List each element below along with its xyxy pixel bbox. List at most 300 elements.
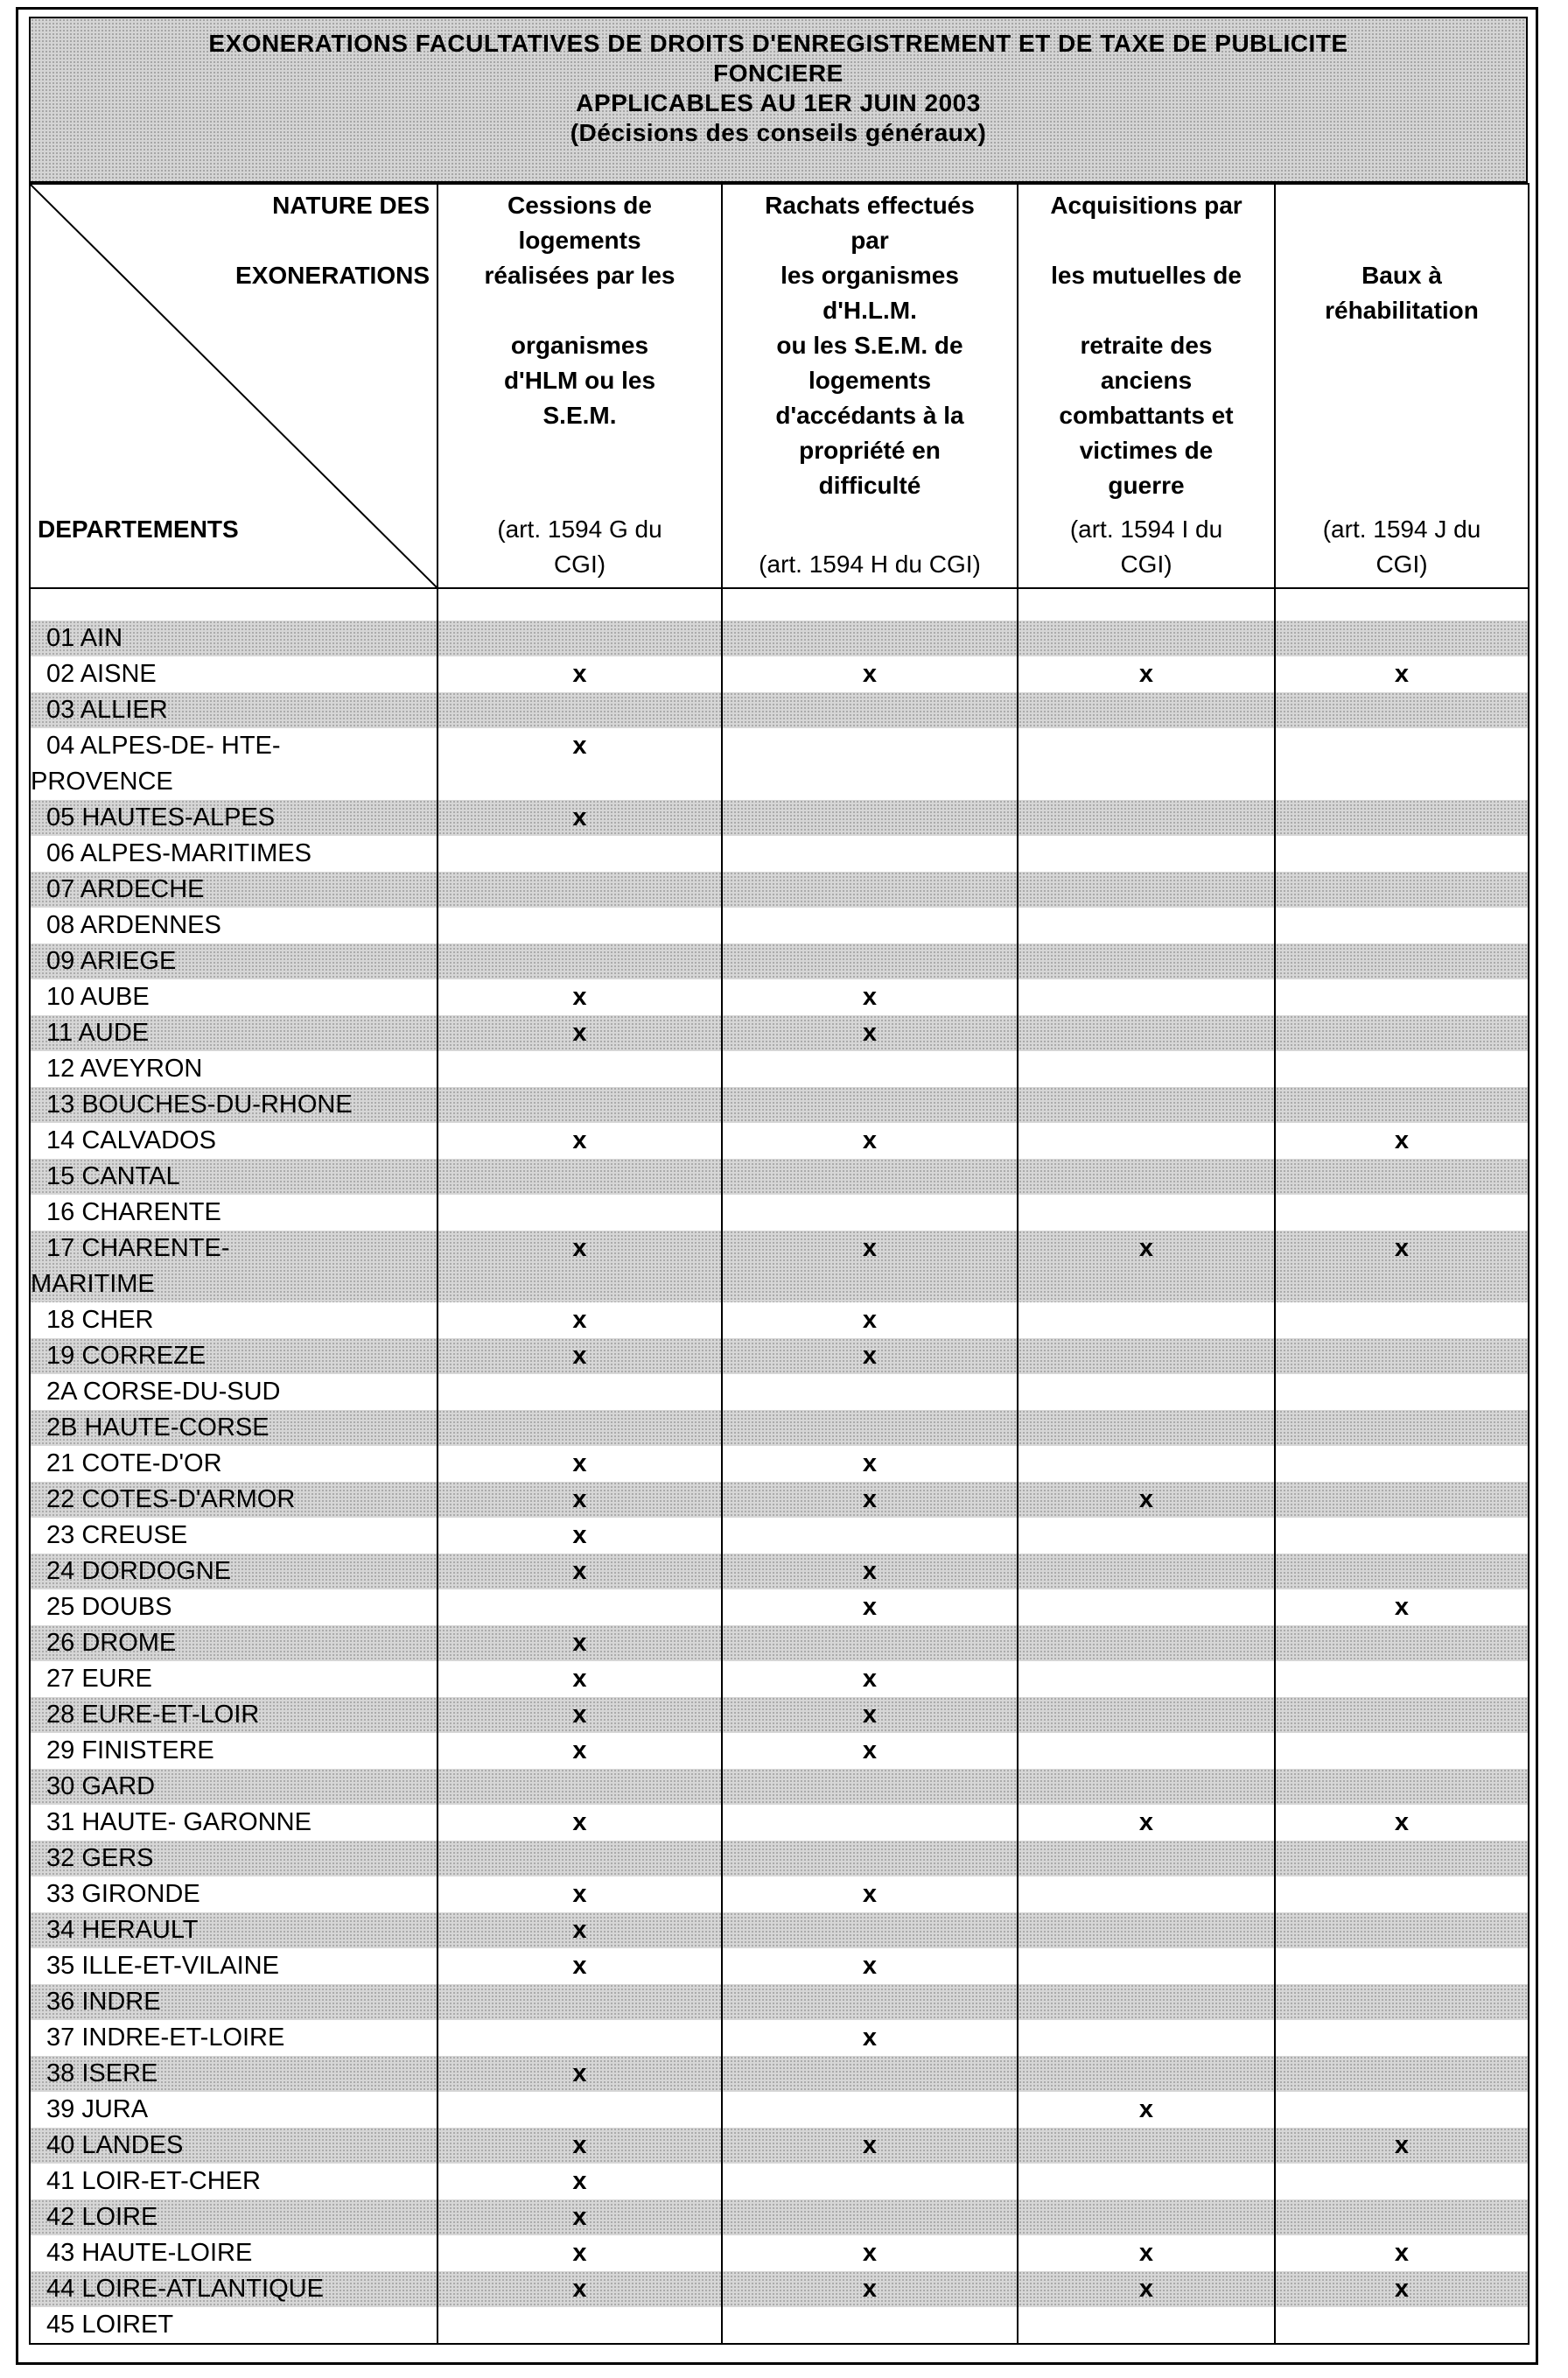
table-row bbox=[30, 979, 1529, 1015]
mark-cell bbox=[1018, 2199, 1275, 2235]
header-line: combattants et bbox=[1059, 402, 1234, 429]
x-mark: x bbox=[862, 1952, 878, 1980]
table-row bbox=[30, 1087, 1529, 1123]
mark-cell bbox=[438, 1087, 722, 1123]
department-name: 40 LANDES bbox=[30, 2128, 438, 2164]
mark-cell bbox=[1275, 872, 1529, 908]
mark-cell bbox=[438, 1733, 722, 1769]
mark-cell bbox=[1275, 656, 1529, 692]
department-name-line1: 17 CHARENTE- bbox=[46, 1234, 230, 1262]
department-name: 34 HERAULT bbox=[30, 1912, 438, 1948]
department-name: 11 AUDE bbox=[30, 1015, 438, 1051]
mark-cell bbox=[438, 2020, 722, 2056]
mark-cell bbox=[722, 1518, 1018, 1554]
x-mark: x bbox=[862, 2131, 878, 2159]
mark-cell bbox=[1018, 1302, 1275, 1338]
x-mark: x bbox=[572, 1126, 587, 1154]
mark-cell bbox=[438, 1769, 722, 1805]
mark-cell bbox=[722, 2092, 1018, 2128]
x-mark: x bbox=[1394, 1234, 1410, 1262]
mark-cell bbox=[438, 1697, 722, 1733]
departements-label: DEPARTEMENTS bbox=[38, 516, 239, 543]
mark-cell bbox=[1275, 943, 1529, 979]
department-name: 14 CALVADOS bbox=[30, 1123, 438, 1159]
mark-cell bbox=[438, 1912, 722, 1948]
header-line: logements bbox=[518, 227, 641, 254]
x-mark: x bbox=[572, 2059, 587, 2087]
x-mark: x bbox=[862, 1557, 878, 1585]
mark-cell bbox=[722, 943, 1018, 979]
department-name: 08 ARDENNES bbox=[30, 908, 438, 943]
department-name: 21 COTE-D'OR bbox=[30, 1446, 438, 1482]
header-line bbox=[1022, 223, 1270, 258]
mark-cell bbox=[438, 2199, 722, 2235]
x-mark: x bbox=[572, 1306, 587, 1334]
x-mark: x bbox=[572, 1736, 587, 1764]
document-title bbox=[29, 17, 1528, 183]
table-row bbox=[30, 1123, 1529, 1159]
mark-cell bbox=[1275, 1159, 1529, 1195]
department-name: 44 LOIRE-ATLANTIQUE bbox=[30, 2271, 438, 2307]
header-line bbox=[1279, 188, 1524, 223]
x-mark: x bbox=[572, 803, 587, 831]
department-name: 07 ARDECHE bbox=[30, 872, 438, 908]
header-line: victimes de bbox=[1079, 437, 1214, 464]
table-row bbox=[30, 1948, 1529, 1984]
mark-cell bbox=[438, 2128, 722, 2164]
header-line: d'accédants à la bbox=[775, 402, 964, 429]
mark-cell bbox=[1018, 1733, 1275, 1769]
mark-cell bbox=[1275, 1338, 1529, 1374]
department-name: 09 ARIEGE bbox=[30, 943, 438, 979]
x-mark: x bbox=[1138, 1234, 1154, 1262]
header-line: d'H.L.M. bbox=[822, 297, 917, 324]
table-row bbox=[30, 800, 1529, 836]
mark-cell bbox=[722, 836, 1018, 872]
header-line: CGI) bbox=[1120, 551, 1172, 578]
mark-cell bbox=[1275, 1805, 1529, 1841]
table-row bbox=[30, 1159, 1529, 1195]
department-name: 12 AVEYRON bbox=[30, 1051, 438, 1087]
mark-cell bbox=[722, 1554, 1018, 1589]
mark-cell bbox=[1275, 2271, 1529, 2307]
mark-cell bbox=[1018, 728, 1275, 800]
x-mark: x bbox=[572, 2167, 587, 2195]
department-name: 19 CORREZE bbox=[30, 1338, 438, 1374]
mark-cell bbox=[1275, 728, 1529, 800]
mark-cell bbox=[1018, 908, 1275, 943]
department-name: 2A CORSE-DU-SUD bbox=[30, 1374, 438, 1410]
mark-cell bbox=[1275, 800, 1529, 836]
header-line: organismes bbox=[510, 332, 649, 359]
mark-cell bbox=[438, 1410, 722, 1446]
mark-cell bbox=[438, 1518, 722, 1554]
x-mark: x bbox=[572, 1916, 587, 1944]
col-header-text bbox=[1279, 188, 1524, 328]
mark-cell bbox=[1018, 1948, 1275, 1984]
mark-cell bbox=[1018, 2020, 1275, 2056]
mark-cell bbox=[1275, 1231, 1529, 1302]
mark-cell bbox=[1018, 1625, 1275, 1661]
mark-cell bbox=[438, 1482, 722, 1518]
mark-cell bbox=[438, 943, 722, 979]
mark-cell bbox=[722, 1625, 1018, 1661]
mark-cell bbox=[438, 908, 722, 943]
mark-cell bbox=[1018, 979, 1275, 1015]
department-name: 39 JURA bbox=[30, 2092, 438, 2128]
mark-cell bbox=[1275, 2056, 1529, 2092]
mark-cell bbox=[438, 2307, 722, 2344]
mark-cell bbox=[722, 1912, 1018, 1948]
mark-cell bbox=[1018, 1554, 1275, 1589]
mark-cell bbox=[1018, 1338, 1275, 1374]
table-row bbox=[30, 1446, 1529, 1482]
mark-cell bbox=[1275, 1554, 1529, 1589]
title-line-4: (Décisions des conseils généraux) bbox=[570, 119, 987, 146]
col-article bbox=[723, 547, 1017, 582]
exonerations-table bbox=[29, 183, 1530, 2345]
mark-cell bbox=[722, 800, 1018, 836]
mark-cell bbox=[438, 1625, 722, 1661]
col-header-baux bbox=[1275, 184, 1529, 588]
table-row bbox=[30, 1410, 1529, 1446]
mark-cell bbox=[1018, 1410, 1275, 1446]
mark-cell bbox=[1275, 1087, 1529, 1123]
department-name: 24 DORDOGNE bbox=[30, 1554, 438, 1589]
mark-cell bbox=[438, 1984, 722, 2020]
mark-cell bbox=[1018, 692, 1275, 728]
table-row bbox=[30, 2307, 1529, 2344]
mark-cell bbox=[1018, 1446, 1275, 1482]
mark-cell bbox=[1018, 1841, 1275, 1876]
mark-cell bbox=[1275, 1302, 1529, 1338]
mark-cell bbox=[1018, 1195, 1275, 1231]
x-mark: x bbox=[1138, 2095, 1154, 2123]
mark-cell bbox=[722, 1733, 1018, 1769]
department-name: 16 CHARENTE bbox=[30, 1195, 438, 1231]
mark-cell bbox=[722, 1697, 1018, 1733]
table-row bbox=[30, 1589, 1529, 1625]
table-row bbox=[30, 2199, 1529, 2235]
title-line-2: FONCIERE bbox=[713, 60, 844, 87]
mark-cell bbox=[722, 656, 1018, 692]
mark-cell bbox=[1018, 1518, 1275, 1554]
mark-cell bbox=[722, 692, 1018, 728]
x-mark: x bbox=[572, 983, 587, 1011]
department-name-line2: PROVENCE bbox=[31, 768, 173, 796]
mark-cell bbox=[722, 2307, 1018, 2344]
x-mark: x bbox=[572, 1701, 587, 1729]
mark-cell bbox=[1275, 1841, 1529, 1876]
mark-cell bbox=[438, 656, 722, 692]
mark-cell bbox=[722, 1338, 1018, 1374]
mark-cell bbox=[1275, 1123, 1529, 1159]
mark-cell bbox=[1275, 2020, 1529, 2056]
mark-cell bbox=[1018, 2164, 1275, 2199]
mark-cell bbox=[1018, 836, 1275, 872]
header-line: (art. 1594 H du CGI) bbox=[759, 551, 981, 578]
table-body bbox=[30, 588, 1529, 2344]
mark-cell bbox=[722, 728, 1018, 800]
x-mark: x bbox=[572, 1019, 587, 1047]
header-line: Acquisitions par bbox=[1050, 192, 1242, 219]
mark-cell bbox=[1018, 1087, 1275, 1123]
x-mark: x bbox=[1138, 1808, 1154, 1836]
table-row bbox=[30, 2056, 1529, 2092]
table-row bbox=[30, 1805, 1529, 1841]
mark-cell bbox=[1275, 1912, 1529, 1948]
x-mark: x bbox=[1394, 2239, 1410, 2267]
department-name: 41 LOIR-ET-CHER bbox=[30, 2164, 438, 2199]
table-row bbox=[30, 1697, 1529, 1733]
mark-cell bbox=[1275, 692, 1529, 728]
mark-cell bbox=[1275, 1446, 1529, 1482]
mark-cell bbox=[1275, 2199, 1529, 2235]
department-name: 15 CANTAL bbox=[30, 1159, 438, 1195]
x-mark: x bbox=[572, 1521, 587, 1549]
header-line: CGI) bbox=[553, 551, 606, 578]
mark-cell bbox=[1275, 1374, 1529, 1410]
table-row bbox=[30, 836, 1529, 872]
mark-cell bbox=[1018, 1984, 1275, 2020]
mark-cell bbox=[722, 2056, 1018, 2092]
x-mark: x bbox=[572, 732, 587, 760]
mark-cell bbox=[438, 2056, 722, 2092]
table-row bbox=[30, 1625, 1529, 1661]
department-name: 30 GARD bbox=[30, 1769, 438, 1805]
mark-cell bbox=[1018, 1123, 1275, 1159]
x-mark: x bbox=[1394, 1593, 1410, 1621]
mark-cell bbox=[722, 1589, 1018, 1625]
mark-cell bbox=[1018, 2307, 1275, 2344]
mark-cell bbox=[722, 1805, 1018, 1841]
mark-cell bbox=[722, 2020, 1018, 2056]
mark-cell bbox=[1275, 2307, 1529, 2344]
table-row bbox=[30, 908, 1529, 943]
title-line-3: APPLICABLES AU 1ER JUIN 2003 bbox=[576, 89, 981, 116]
corner-header bbox=[30, 184, 438, 588]
table-row bbox=[30, 1769, 1529, 1805]
x-mark: x bbox=[572, 1808, 587, 1836]
mark-cell bbox=[1018, 2235, 1275, 2271]
mark-cell bbox=[438, 2271, 722, 2307]
x-mark: x bbox=[572, 1665, 587, 1693]
mark-cell bbox=[722, 2164, 1018, 2199]
department-name: 27 EURE bbox=[30, 1661, 438, 1697]
header-line: Cessions de bbox=[508, 192, 652, 219]
mark-cell bbox=[1275, 979, 1529, 1015]
mark-cell bbox=[438, 1302, 722, 1338]
table-row bbox=[30, 1015, 1529, 1051]
department-name: 26 DROME bbox=[30, 1625, 438, 1661]
mark-cell bbox=[722, 1051, 1018, 1087]
col-header-text bbox=[442, 188, 718, 433]
table-row bbox=[30, 1912, 1529, 1948]
x-mark: x bbox=[1138, 1485, 1154, 1513]
mark-cell bbox=[438, 872, 722, 908]
header-line bbox=[1279, 223, 1524, 258]
mark-cell bbox=[438, 1374, 722, 1410]
mark-cell bbox=[1018, 2056, 1275, 2092]
x-mark: x bbox=[862, 1342, 878, 1370]
mark-cell bbox=[438, 1661, 722, 1697]
department-name: 42 LOIRE bbox=[30, 2199, 438, 2235]
department-name: 38 ISERE bbox=[30, 2056, 438, 2092]
table-row bbox=[30, 1482, 1529, 1518]
x-mark: x bbox=[862, 1126, 878, 1154]
mark-cell bbox=[1018, 656, 1275, 692]
header-line: ou les S.E.M. de bbox=[776, 332, 963, 359]
x-mark: x bbox=[572, 1629, 587, 1657]
header-line: (art. 1594 J du bbox=[1322, 516, 1481, 543]
mark-cell bbox=[1275, 1984, 1529, 2020]
mark-cell bbox=[438, 1446, 722, 1482]
header-line: guerre bbox=[1108, 472, 1185, 499]
mark-cell bbox=[1275, 1482, 1529, 1518]
table-row bbox=[30, 2235, 1529, 2271]
x-mark: x bbox=[572, 2131, 587, 2159]
mark-cell bbox=[1018, 943, 1275, 979]
mark-cell bbox=[438, 1159, 722, 1195]
department-name: 03 ALLIER bbox=[30, 692, 438, 728]
header-line bbox=[1022, 293, 1270, 328]
mark-cell bbox=[722, 2271, 1018, 2307]
mark-cell bbox=[1275, 1410, 1529, 1446]
x-mark: x bbox=[862, 1593, 878, 1621]
x-mark: x bbox=[862, 1701, 878, 1729]
x-mark: x bbox=[862, 1880, 878, 1908]
department-name bbox=[30, 728, 438, 800]
x-mark: x bbox=[572, 1485, 587, 1513]
mark-cell bbox=[1275, 621, 1529, 656]
department-name bbox=[30, 1231, 438, 1302]
nature-label: NATURE DES bbox=[272, 192, 430, 219]
x-mark: x bbox=[1138, 660, 1154, 688]
department-name-line1: 04 ALPES-DE- HTE- bbox=[46, 732, 281, 760]
mark-cell bbox=[722, 2128, 1018, 2164]
table-row bbox=[30, 656, 1529, 692]
mark-cell bbox=[722, 908, 1018, 943]
department-name: 36 INDRE bbox=[30, 1984, 438, 2020]
table-row bbox=[30, 1302, 1529, 1338]
table-row bbox=[30, 1518, 1529, 1554]
mark-cell bbox=[1275, 908, 1529, 943]
header-line: difficulté bbox=[818, 472, 921, 499]
x-mark: x bbox=[572, 1952, 587, 1980]
table-row bbox=[30, 1984, 1529, 2020]
x-mark: x bbox=[862, 1665, 878, 1693]
x-mark: x bbox=[862, 2239, 878, 2267]
mark-cell bbox=[438, 800, 722, 836]
mark-cell bbox=[1275, 2092, 1529, 2128]
mark-cell bbox=[1275, 2128, 1529, 2164]
mark-cell bbox=[722, 1302, 1018, 1338]
mark-cell bbox=[722, 1841, 1018, 1876]
mark-cell bbox=[1018, 1015, 1275, 1051]
mark-cell bbox=[722, 1087, 1018, 1123]
header-line: Baux à bbox=[1362, 262, 1442, 289]
document-page bbox=[16, 7, 1538, 2365]
department-name: 43 HAUTE-LOIRE bbox=[30, 2235, 438, 2271]
mark-cell bbox=[1018, 1374, 1275, 1410]
mark-cell bbox=[438, 1948, 722, 1984]
department-name: 02 AISNE bbox=[30, 656, 438, 692]
mark-cell bbox=[1018, 621, 1275, 656]
table-row bbox=[30, 1876, 1529, 1912]
x-mark: x bbox=[862, 1449, 878, 1477]
header-row bbox=[30, 184, 1529, 588]
table-row bbox=[30, 872, 1529, 908]
header-line: les mutuelles de bbox=[1051, 262, 1242, 289]
x-mark: x bbox=[862, 1736, 878, 1764]
header-line: anciens bbox=[1100, 367, 1193, 394]
mark-cell bbox=[438, 1841, 722, 1876]
x-mark: x bbox=[572, 660, 587, 688]
x-mark: x bbox=[572, 1880, 587, 1908]
x-mark: x bbox=[572, 1449, 587, 1477]
mark-cell bbox=[722, 1015, 1018, 1051]
header-line: réalisées par les bbox=[484, 262, 676, 289]
table-row bbox=[30, 1231, 1529, 1302]
mark-cell bbox=[1275, 1876, 1529, 1912]
col-header-text bbox=[726, 188, 1013, 503]
x-mark: x bbox=[862, 1234, 878, 1262]
department-name: 01 AIN bbox=[30, 621, 438, 656]
mark-cell bbox=[722, 1984, 1018, 2020]
department-name: 33 GIRONDE bbox=[30, 1876, 438, 1912]
mark-cell bbox=[1275, 2235, 1529, 2271]
col-header-acquisitions bbox=[1018, 184, 1275, 588]
table-row bbox=[30, 1338, 1529, 1374]
x-mark: x bbox=[1138, 2275, 1154, 2303]
col-header-cessions bbox=[438, 184, 722, 588]
spacer-row bbox=[30, 588, 1529, 621]
x-mark: x bbox=[1394, 660, 1410, 688]
table-row bbox=[30, 692, 1529, 728]
mark-cell bbox=[438, 1589, 722, 1625]
header-line: (art. 1594 I du bbox=[1069, 516, 1223, 543]
header-line: logements bbox=[808, 367, 932, 394]
col-article bbox=[438, 512, 721, 582]
x-mark: x bbox=[572, 2275, 587, 2303]
mark-cell bbox=[722, 1374, 1018, 1410]
mark-cell bbox=[1018, 1697, 1275, 1733]
title-line-1: EXONERATIONS FACULTATIVES DE DROITS D'ENREGISTREMENT ET DE TAXE DE PUBLICITE bbox=[208, 30, 1348, 57]
table-row bbox=[30, 2020, 1529, 2056]
department-name: 05 HAUTES-ALPES bbox=[30, 800, 438, 836]
x-mark: x bbox=[862, 1485, 878, 1513]
table-row bbox=[30, 1661, 1529, 1697]
department-name: 06 ALPES-MARITIMES bbox=[30, 836, 438, 872]
mark-cell bbox=[1018, 1876, 1275, 1912]
exonerations-label: EXONERATIONS bbox=[235, 262, 430, 289]
mark-cell bbox=[1275, 1948, 1529, 1984]
mark-cell bbox=[438, 1876, 722, 1912]
mark-cell bbox=[722, 1482, 1018, 1518]
mark-cell bbox=[722, 1123, 1018, 1159]
header-line: (art. 1594 G du bbox=[497, 516, 662, 543]
x-mark: x bbox=[1394, 1126, 1410, 1154]
mark-cell bbox=[722, 2235, 1018, 2271]
table-row bbox=[30, 1733, 1529, 1769]
department-name: 18 CHER bbox=[30, 1302, 438, 1338]
mark-cell bbox=[438, 621, 722, 656]
mark-cell bbox=[1275, 1195, 1529, 1231]
x-mark: x bbox=[572, 1557, 587, 1585]
department-name: 45 LOIRET bbox=[30, 2307, 438, 2344]
x-mark: x bbox=[572, 1342, 587, 1370]
mark-cell bbox=[438, 1231, 722, 1302]
